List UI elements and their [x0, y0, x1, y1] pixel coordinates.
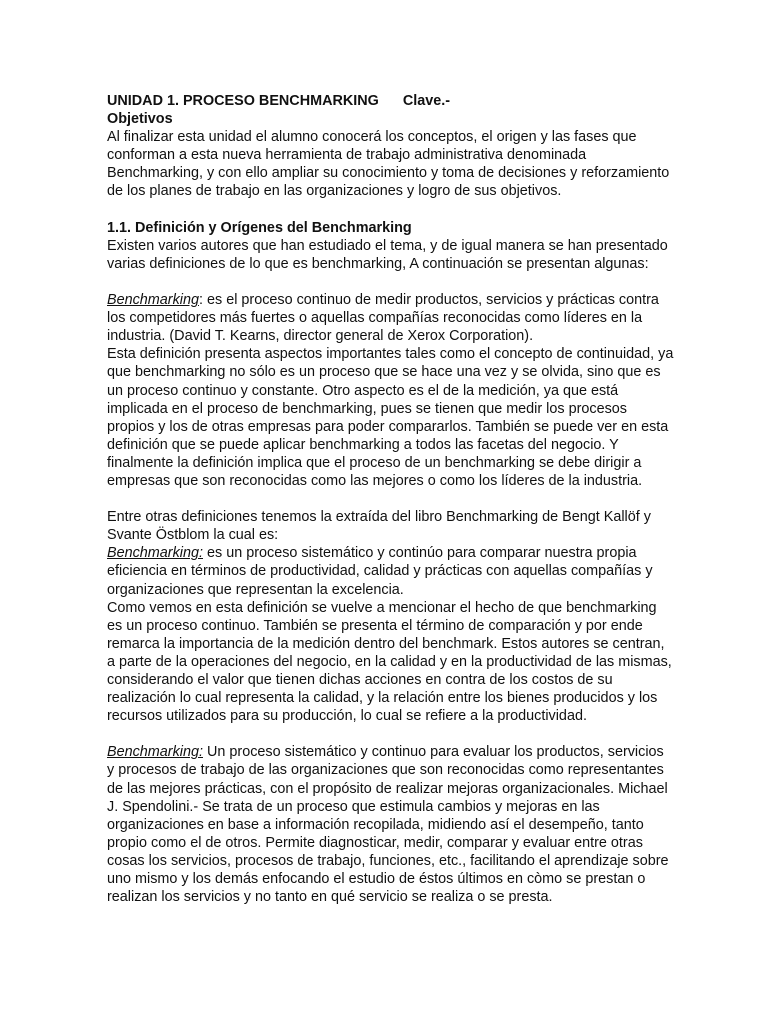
explanation-1-line: implicada en el proceso de benchmarking, pues se tienen que medir los procesos	[107, 400, 627, 417]
explanation-1-line: que benchmarking no sólo es un proceso que se hace una vez y se olvida, sino que es	[107, 364, 661, 381]
intro-line: Existen varios autores que han estudiado el tema, y de igual manera se han presentado	[107, 237, 668, 254]
objectives-line: Al finalizar esta unidad el alumno conocerá los conceptos, el origen y las fases que	[107, 129, 637, 146]
definition-2-first-line	[107, 544, 687, 562]
unit-title-line	[107, 92, 687, 110]
clave-label: Clave.-	[402, 93, 451, 109]
explanation-2-line: remarca la importancia de la medición dentro del benchmark. Estos autores se centran,	[107, 635, 665, 652]
definition-3-line: uno mismo y los demás enfocando el estudio de éstos últimos en còmo se prestan o	[107, 871, 646, 888]
explanation-1-line: un proceso continuo y constante. Otro aspecto es el de la medición, ya que está	[107, 382, 619, 399]
definition-2-text: es un proceso sistemático y continúo para comparar nuestra propia	[203, 545, 637, 562]
definition-3-line: propio como el de otros. Permite diagnosticar, medir, comparar y evaluar entre otras	[107, 834, 643, 851]
explanation-2-line: es un proceso continuo. También se presenta el término de comparación y por ende	[107, 617, 643, 634]
definition-1-term: Benchmarking	[107, 292, 199, 309]
explanation-1-line: propios y los de otras empresas para poder compararlos. También se puede ver en esta	[107, 418, 669, 435]
definition-2-line: eficiencia en términos de productividad, calidad y prácticas con aquellas compañías y	[107, 563, 653, 580]
section-heading: 1.1. Definición y Orígenes del Benchmarking	[107, 219, 412, 236]
explanation-2-line: considerando el valor que tienen dichas acciones en contra de los costos de su	[107, 672, 613, 688]
paragraph-gap	[107, 490, 687, 508]
definition-3-line: realizan los servicios y no tanto en qué servicio se realiza o se presta.	[107, 889, 553, 906]
definition-3-line: J. Spendolini.- Se trata de un proceso que estimula cambios y mejoras en las	[107, 798, 600, 815]
explanation-1-line: definición que se puede aplicar benchmarking a todos las facetas del negocio. Y	[107, 436, 619, 453]
definition-1-first-line	[107, 291, 687, 309]
objectives-line: Benchmarking, y con ello ampliar su conocimiento y toma de decisiones y reforzamiento	[107, 165, 670, 182]
explanation-2-line: Como vemos en esta definición se vuelve a mencionar el hecho de que benchmarking	[107, 599, 657, 616]
definition-3-line: organizaciones en base a información recopilada, midiendo así el desempeño, tanto	[107, 816, 644, 833]
paragraph-gap	[107, 201, 687, 219]
objectives-line: de los planes de trabajo en las organizaciones y logro de sus objetivos.	[107, 183, 562, 200]
definition-3-term: Benchmarking:	[107, 744, 203, 761]
explanation-2-line: realización lo cual representa la calidad, y la relación entre los bienes producidos y los	[107, 690, 658, 707]
definition-1-line: industria. (David T. Kearns, director general de Xerox Corporation).	[107, 328, 534, 345]
definition-3-line: y procesos de trabajo de las organizaciones que son reconocidas como representantes	[107, 762, 664, 779]
document-page	[107, 92, 687, 906]
unit-title: UNIDAD 1. PROCESO BENCHMARKING	[107, 93, 379, 109]
explanation-1-line: finalmente la definición implica que el proceso de un benchmarking se debe dirigir a	[107, 454, 642, 471]
definition-3-line: de las mejores prácticas, con el propósito de realizar mejoras organizacionales. Michael	[107, 780, 668, 797]
definition-3-first-line	[107, 743, 687, 761]
definition-3-text: Un proceso sistemático y continuo para evaluar los productos, servicios	[203, 744, 664, 761]
definition-2-term: Benchmarking:	[107, 545, 203, 562]
paragraph-gap	[107, 725, 687, 743]
objectives-line: conforman a esta nueva herramienta de trabajo administrativa denominada	[107, 147, 587, 164]
explanation-1-line: empresas que son reconocidas como las mejores o como los líderes de la industria.	[107, 472, 643, 489]
definition-2-intro-line: Svante Östblom la cual es:	[107, 527, 279, 544]
intro-line: varias definiciones de lo que es benchmarking, A continuación se presentan algunas:	[107, 255, 649, 272]
objectives-heading: Objetivos	[107, 111, 173, 128]
explanation-2-line: a parte de la operaciones del negocio, en la calidad y en la productividad de las mismas,	[107, 653, 672, 670]
paragraph-gap	[107, 273, 687, 291]
explanation-1-line: Esta definición presenta aspectos importantes tales como el concepto de continuidad, ya	[107, 346, 674, 363]
definition-2-line: organizaciones que representan la excelencia.	[107, 581, 404, 598]
definition-2-intro-line: Entre otras definiciones tenemos la extraída del libro Benchmarking de Bengt Kallöf y	[107, 509, 651, 526]
definition-3-line: cosas los servicios, procesos de trabajo, funciones, etc., facilitando el aprendizaje sobre	[107, 852, 669, 869]
explanation-2-line: recursos utilizados para su producción, lo cual se refiere a la productividad.	[107, 708, 587, 725]
definition-1-text: : es el proceso continuo de medir productos, servicios y prácticas contra	[199, 292, 659, 309]
definition-1-line: los competidores más fuertes o aquellas compañías reconocidas como líderes en la	[107, 310, 643, 327]
